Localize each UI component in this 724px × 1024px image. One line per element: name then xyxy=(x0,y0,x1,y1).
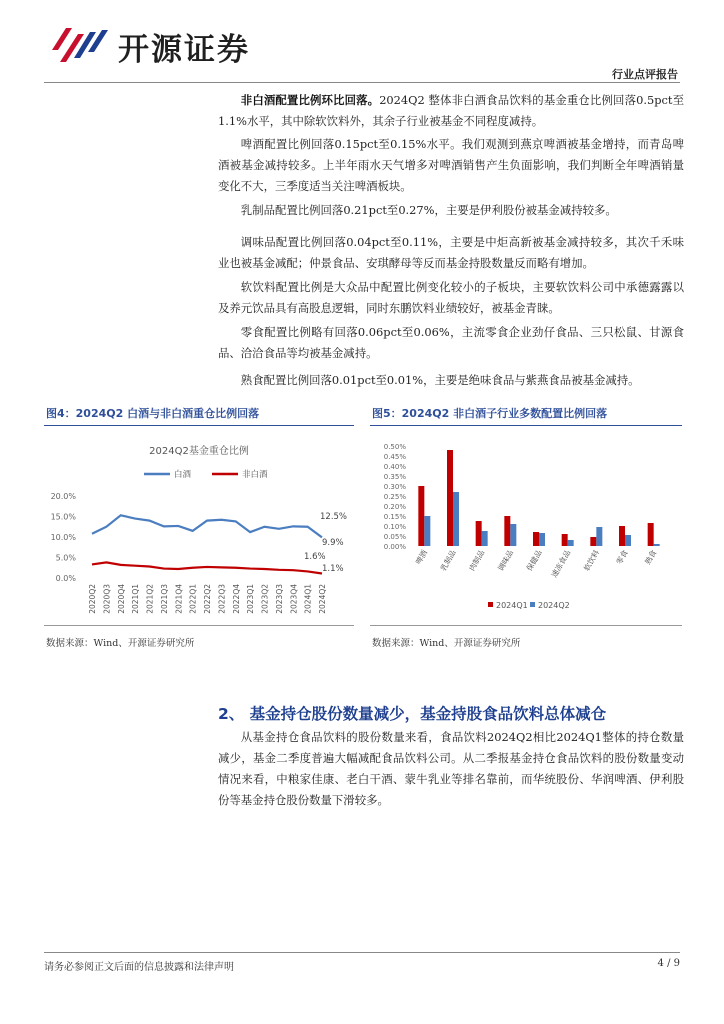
paragraph-3: 乳制品配置比例回落0.21pct至0.27%，主要是伊利股份被基金减持较多。 xyxy=(240,203,617,217)
bar-2024Q2-乳制品 xyxy=(453,492,459,546)
fig4-title: 图4：2024Q2 白酒与非白酒重仓比例回落 xyxy=(46,407,260,420)
x-tick-label: 保健品 xyxy=(524,548,544,573)
series-line-白酒 xyxy=(92,515,322,537)
bar-2024Q1-肉制品 xyxy=(476,521,482,546)
annotation-nonbaijiu-q2: 1.1% xyxy=(322,564,344,574)
legend-label-baijiu: 白酒 xyxy=(174,470,192,480)
y-tick-label: 0.35% xyxy=(383,473,406,481)
fig5-bottom-rule xyxy=(370,625,682,626)
bar-2024Q2-调味品 xyxy=(510,524,516,546)
x-tick-label: 2023Q4 xyxy=(289,584,299,614)
report-type: 行业点评报告 xyxy=(612,68,678,81)
bar-2024Q1-速冻食品 xyxy=(562,534,568,546)
x-tick-label: 2022Q4 xyxy=(231,584,241,614)
y-tick-label: 0.05% xyxy=(383,533,406,541)
paragraph-5: 软饮料配置比例是大众品中配置比例变化较小的子板块，主要软饮料公司中承德露露以及养元饮品具有高股息逻辑，同时东鹏饮料业绩较好，被基金青睐。 xyxy=(218,280,684,315)
x-tick-label: 2023Q1 xyxy=(246,584,256,614)
bar-2024Q2-肉制品 xyxy=(482,531,488,546)
x-tick-label: 2020Q4 xyxy=(116,584,126,614)
x-tick-label: 2020Q2 xyxy=(88,584,97,614)
x-tick-label: 2024Q1 xyxy=(303,584,313,614)
x-tick-label: 速冻食品 xyxy=(549,548,573,579)
fig5-bar-chart xyxy=(370,430,682,625)
y-tick-label: 0.00% xyxy=(383,543,406,551)
y-tick-label: 5.0% xyxy=(55,553,76,563)
section-2-paragraph: 从基金持仓食品饮料的股份数量来看，食品饮料2024Q2相比2024Q1整体的持仓数量减少，基金二季度普遍大幅减配食品饮料公司。从二季报基金持仓食品饮料的股份数量变动情况来看，中粮家佳康、老白干酒、蒙牛乳业等排名靠前，而华统股份、华润啤酒、伊利股份等基金持仓股份数量下滑较多。 xyxy=(218,730,684,807)
annotation-baijiu-q1: 12.5% xyxy=(320,512,348,522)
fig4-title-rule xyxy=(44,425,354,426)
footer-divider xyxy=(44,952,680,953)
chart-title: 2024Q2基金重仓比例 xyxy=(149,446,249,457)
bar-2024Q1-保健品 xyxy=(533,532,539,546)
legend-label-nonbaijiu: 非白酒 xyxy=(242,470,268,480)
x-tick-label: 啤酒 xyxy=(413,548,430,566)
x-tick-label: 肉制品 xyxy=(467,548,487,573)
brand-name: 开源证券 xyxy=(118,32,250,68)
paragraph-6: 零食配置比例略有回落0.06pct至0.06%，主流零食企业劲仔食品、三只松鼠、甘源食品、洽洽食品等均被基金减持。 xyxy=(218,325,684,360)
annotation-nonbaijiu-q1: 1.6% xyxy=(304,552,326,562)
x-tick-label: 2022Q2 xyxy=(203,584,212,614)
y-tick-label: 15.0% xyxy=(50,512,76,522)
bar-2024Q1-软饮料 xyxy=(590,537,596,546)
y-tick-label: 20.0% xyxy=(50,492,76,501)
bar-2024Q1-零食 xyxy=(619,526,625,546)
footer-disclaimer: 请务必参阅正文后面的信息披露和法律声明 xyxy=(44,962,234,973)
x-tick-label: 2021Q4 xyxy=(174,584,184,614)
x-tick-label: 2021Q1 xyxy=(131,584,141,614)
paragraph-4: 调味品配置比例回落0.04pct至0.11%，主要是中炬高新被基金减持较多，其次千禾味业也被基金减配；仲景食品、安琪酵母等反而基金持股数量反而略有增加。 xyxy=(218,235,684,270)
bar-2024Q1-乳制品 xyxy=(447,450,453,546)
section-2-title: 2、 基金持仓股份数量减少，基金持股食品饮料总体减仓 xyxy=(218,705,607,723)
fig4-line-chart xyxy=(44,430,354,625)
bar-2024Q2-熟食 xyxy=(654,544,660,546)
annotation-baijiu-q2: 9.9% xyxy=(322,538,344,548)
bar-2024Q2-软饮料 xyxy=(596,527,602,546)
bar-2024Q2-啤酒 xyxy=(424,516,430,546)
fig4-source: 数据来源：Wind、开源证券研究所 xyxy=(46,638,195,649)
x-tick-label: 2023Q2 xyxy=(260,584,270,614)
x-tick-label: 熟食 xyxy=(643,548,659,566)
bar-2024Q1-啤酒 xyxy=(418,486,424,546)
x-tick-label: 2024Q2 xyxy=(318,584,327,614)
x-tick-label: 乳制品 xyxy=(438,548,458,573)
y-tick-label: 0.10% xyxy=(383,523,406,531)
x-tick-label: 软饮料 xyxy=(582,548,602,573)
x-tick-label: 2020Q3 xyxy=(102,584,112,614)
bar-2024Q1-调味品 xyxy=(504,516,510,546)
fig4-bottom-rule xyxy=(44,625,354,626)
legend-label-q2: 2024Q2 xyxy=(538,601,570,610)
header-divider xyxy=(44,82,680,83)
paragraph-7: 熟食配置比例回落0.01pct至0.01%，主要是绝味食品与紫燕食品被基金减持。 xyxy=(240,373,640,387)
bar-2024Q1-熟食 xyxy=(648,523,654,546)
x-tick-label: 2021Q2 xyxy=(145,584,155,614)
fig5-source: 数据来源：Wind、开源证券研究所 xyxy=(372,638,521,649)
x-tick-label: 2022Q1 xyxy=(188,584,198,614)
y-tick-label: 0.25% xyxy=(383,493,406,501)
paragraph-2: 啤酒配置比例回落0.15pct至0.15%水平。我们观测到燕京啤酒被基金增持，而青岛啤酒被基金减持较多。上半年雨水天气增多对啤酒销售产生负面影响，我们判断全年啤酒销量变化不大，三季度适当关注啤酒板块。 xyxy=(218,137,684,193)
x-tick-label: 调味品 xyxy=(496,548,516,573)
legend-swatch-q2 xyxy=(530,602,535,607)
x-tick-label: 2021Q3 xyxy=(159,584,169,614)
y-tick-label: 0.50% xyxy=(383,443,406,451)
fig5-title-rule xyxy=(370,425,682,426)
paragraph-1: 非白酒配置比例环比回落。2024Q2 整体非白酒食品饮料的基金重仓比例回落0.5pct至1.1%水平，其中除软饮料外，其余子行业被基金不同程度减持。 xyxy=(218,93,684,128)
x-tick-label: 2022Q3 xyxy=(217,584,227,614)
y-tick-label: 0.15% xyxy=(383,513,406,521)
x-tick-label: 2023Q3 xyxy=(274,584,284,614)
y-tick-label: 0.40% xyxy=(383,463,406,471)
legend-label-q1: 2024Q1 xyxy=(496,601,528,610)
y-tick-label: 0.30% xyxy=(383,483,406,491)
series-line-非白酒 xyxy=(92,562,322,573)
y-tick-label: 10.0% xyxy=(50,533,76,542)
x-tick-label: 零食 xyxy=(614,548,630,566)
bar-2024Q2-零食 xyxy=(625,535,631,546)
y-tick-label: 0.0% xyxy=(55,574,76,583)
y-tick-label: 0.20% xyxy=(383,503,406,511)
page-number: 4 / 9 xyxy=(657,958,680,969)
fig5-title: 图5：2024Q2 非白酒子行业多数配置比例回落 xyxy=(372,407,608,420)
bar-2024Q2-速冻食品 xyxy=(568,540,574,546)
legend-swatch-q1 xyxy=(488,602,493,607)
paragraph-lead: 非白酒配置比例环比回落。 xyxy=(240,93,380,107)
y-tick-label: 0.45% xyxy=(383,453,406,461)
brand-logo-icon xyxy=(48,22,114,66)
bar-2024Q2-保健品 xyxy=(539,533,545,546)
